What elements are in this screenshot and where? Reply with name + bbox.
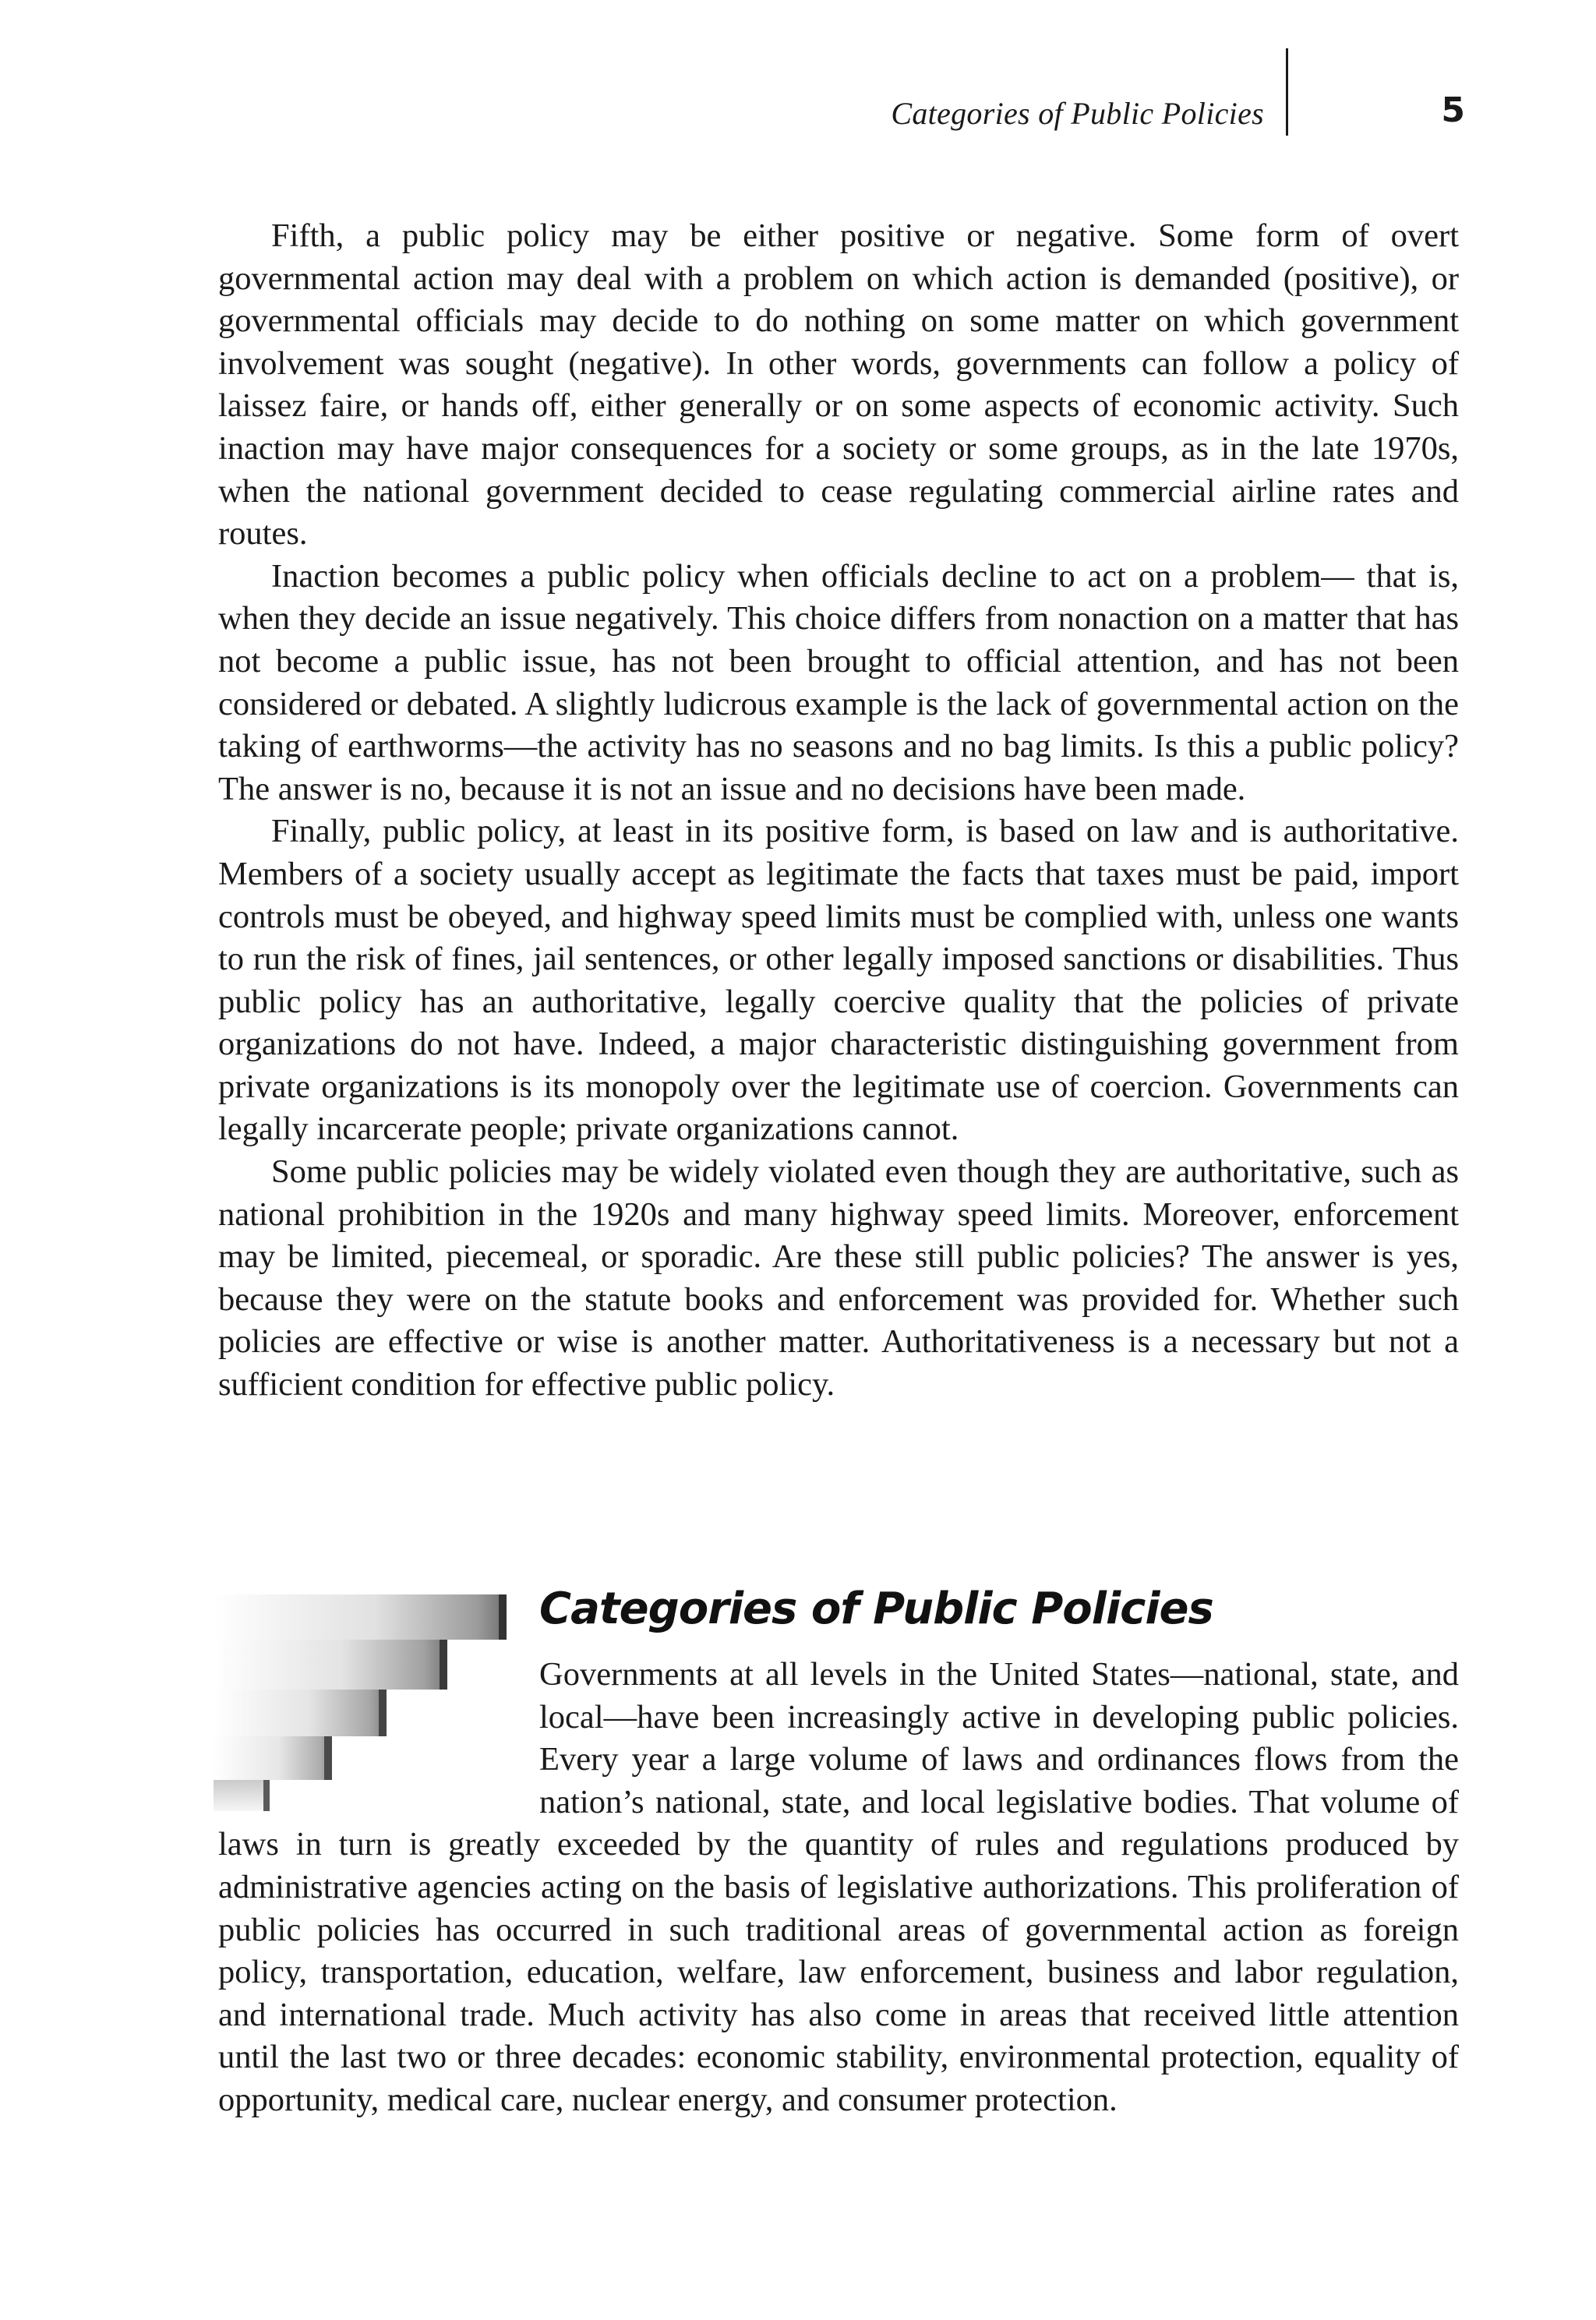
paragraph-inaction: Inaction becomes a public policy when officials decline to act on a problem— that is, when they decide an issue negatively. This choice differs from nonaction on a matter that has not become a public issue, has not been brought to official attention, and has not been considered or debated. A slightly ludicrous example is the lack of governmental action on the taking of earthworms—the activity has no seasons and no bag limits. Is this a public policy? The answer is no, because it is not an issue and no decisions have been made. <box>218 557 1459 807</box>
body-text-section-2 <box>218 1654 1459 2122</box>
paragraph-categories-intro: Governments at all levels in the United States—national, state, and local—have been increasingly active in developing public policies. Every year a large volume of laws and ordinances flows from the nation’s national, state, and local legislative bodies. That volume of laws in turn is greatly exceeded by the quantity of rules and regulations produced by administrative agencies acting on the basis of legislative authorizations. This proliferation of public policies has occurred in such traditional areas of governmental action as foreign policy, transportation, education, welfare, law enforcement, business and labor regulation, and international trade. Much activity has also come in areas that received little attention until the last two or three decades: economic stability, environmental protection, equality of opportunity, medical care, nuclear energy, and consumer protection. <box>218 1656 1459 2118</box>
ornament-text-wrap <box>218 1654 539 1824</box>
paragraph-authoritative: Finally, public policy, at least in its positive form, is based on law and is authoritative. Members of a society usually accept as legitimate the facts that taxes must be paid, import controls must be obeyed, and highway speed limits must be complied with, unless one wants to run the risk of fines, jail sentences, or other legally imposed sanctions or disabilities. Thus public policy has an authoritative, legally coercive quality that the policies of private organizations do not have. Indeed, a major characteristic distinguishing government from private organizations is its monopoly over the legitimate use of coercion. Governments can legally incarcerate people; private organizations cannot. <box>218 813 1459 1148</box>
running-head: Categories of Public Policies <box>891 96 1264 131</box>
paragraph-positive-negative: Fifth, a public policy may be either positive or negative. Some form of overt governmental action may deal with a problem on which action is demanded (positive), or governmental officials may decide to do nothing on some matter on which government involvement was sought (negative). In other words, governments can follow a policy of laissez faire, or hands off, either generally or on some aspects of economic activity. Such inaction may have major consequences for a society or some groups, as in the late 1970s, when the national government decided to cease regulating commercial airline rates and routes. <box>218 217 1459 553</box>
header-rule <box>1286 48 1288 136</box>
paragraph-violated-policies: Some public policies may be widely violated even though they are authoritative, such as national prohibition in the 1920s and many highway speed limits. Moreover, enforcement may be limited, piecemeal, or sporadic. Are these still public policies? The answer is yes, because they were on the statute books and enforcement was provided for. Whether such policies are effective or wise is another matter. Authoritativeness is a necessary but not a sufficient condition for effective public policy. <box>218 1153 1459 1404</box>
section-heading: Categories of Public Policies <box>539 1584 1213 1634</box>
body-text-section-1 <box>218 215 1459 1407</box>
page-number: 5 <box>1441 90 1465 130</box>
